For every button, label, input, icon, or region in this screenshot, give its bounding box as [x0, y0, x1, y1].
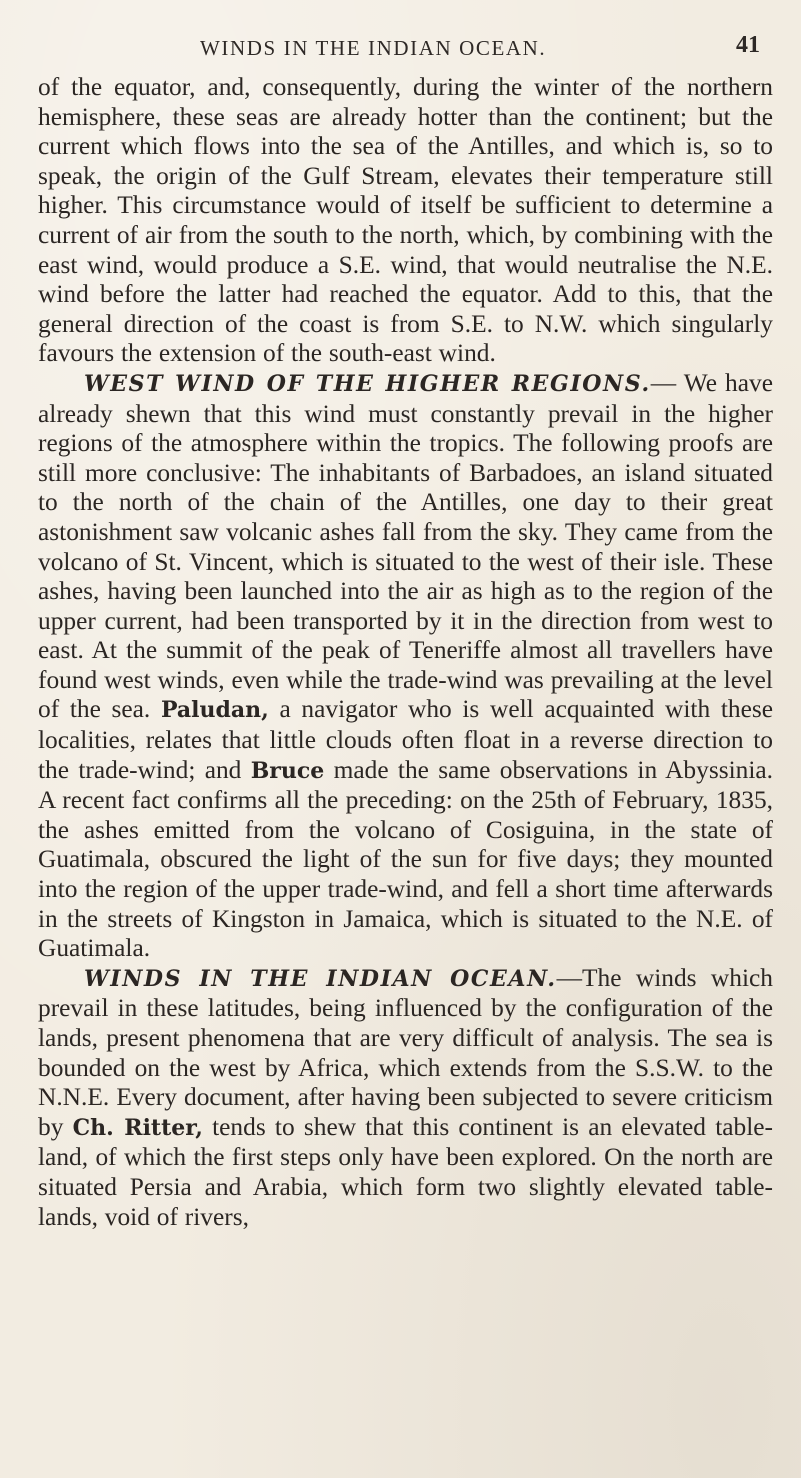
paragraph-west-wind [38, 369, 773, 964]
paragraph-text: — We have already shewn that this wind must constantly prevail in the higher regions of the atmosphere within the tropics. The following proofs are still more conclusive: The inhabitants of Barbadoes, an island situated to the north of the chain of the Antilles, one day to their great astonishment saw volcanic ashes fall from the sky. They came from the volcano of St. Vincent, which is situated to the west of their isle. These ashes, having been launched into the air as high as to the region of the upper current, had been transported by it in the direction from west to east. At the summit of the peak of Teneriffe almost all travellers have found west winds, even while the trade-wind was prevailing at the level of the sea. [38, 368, 773, 724]
section-heading-indian-ocean: WINDS IN THE INDIAN OCEAN. [84, 965, 557, 992]
person-name-ritter: Ch. Ritter, [72, 1114, 203, 1141]
page-header [200, 30, 760, 64]
person-name-bruce: Bruce [250, 757, 325, 784]
paragraph-text: made the same observations in Abyssinia. A recent fact confirms all the preceding: on the 25th of February, 1835, the ashes emitted from the volcano of Cosiguina, in the state of Guatimala, obscured the light of the sun for five days; they mounted into the region of the upper trade-wind, and fell a short time afterwards in the streets of Kingston in Jamaica, which is situated to the N.E. of Guatimala. [38, 755, 774, 963]
paragraph-continued: of the equator, and, consequently, during the winter of the northern hemisphere, these seas are already hotter than the continent; but the current which flows into the sea of the Antilles, and which is, so to speak, the origin of the Gulf Stream, elevates their temperature still higher. This circumstance would of itself be sufficient to determine a current of air from the south to the north, which, by combining with the east wind, would produce a S.E. wind, that would neutralise the N.E. wind before the latter had reached the equator. Add to this, that the general direction of the coast is from S.E. to N.W. which singularly favours the extension of the south-east wind. [38, 73, 773, 368]
running-title: WINDS IN THE INDIAN OCEAN. [200, 36, 547, 60]
paragraph-text: a navigator who is well acquainted with these localities, relates that little clouds often float in a reverse direction to the trade-wind; and [38, 695, 773, 784]
person-name-paludan: Paludan, [160, 697, 269, 724]
paragraph-text: tends to shew that this continent is an elevated table-land, of which the first steps only have been explored. On the north are situated Persia and Arabia, which form two slightly elevated table-lands, void of rivers, [38, 1112, 773, 1231]
paragraph-indian-ocean [38, 964, 773, 1232]
paragraph-text: —The winds which prevail in these latitudes, being influenced by the configuration of the lands, present phenomena that are very difficult of analysis. The sea is bounded on the west by Africa, which extends from the S.S.W. to the N.N.E. Every document, after having been subjected to severe criticism by [38, 963, 773, 1141]
body-text [38, 73, 773, 1232]
page-number: 41 [736, 32, 760, 58]
section-heading-west-wind: WEST WIND OF THE HIGHER REGIONS. [84, 370, 651, 397]
